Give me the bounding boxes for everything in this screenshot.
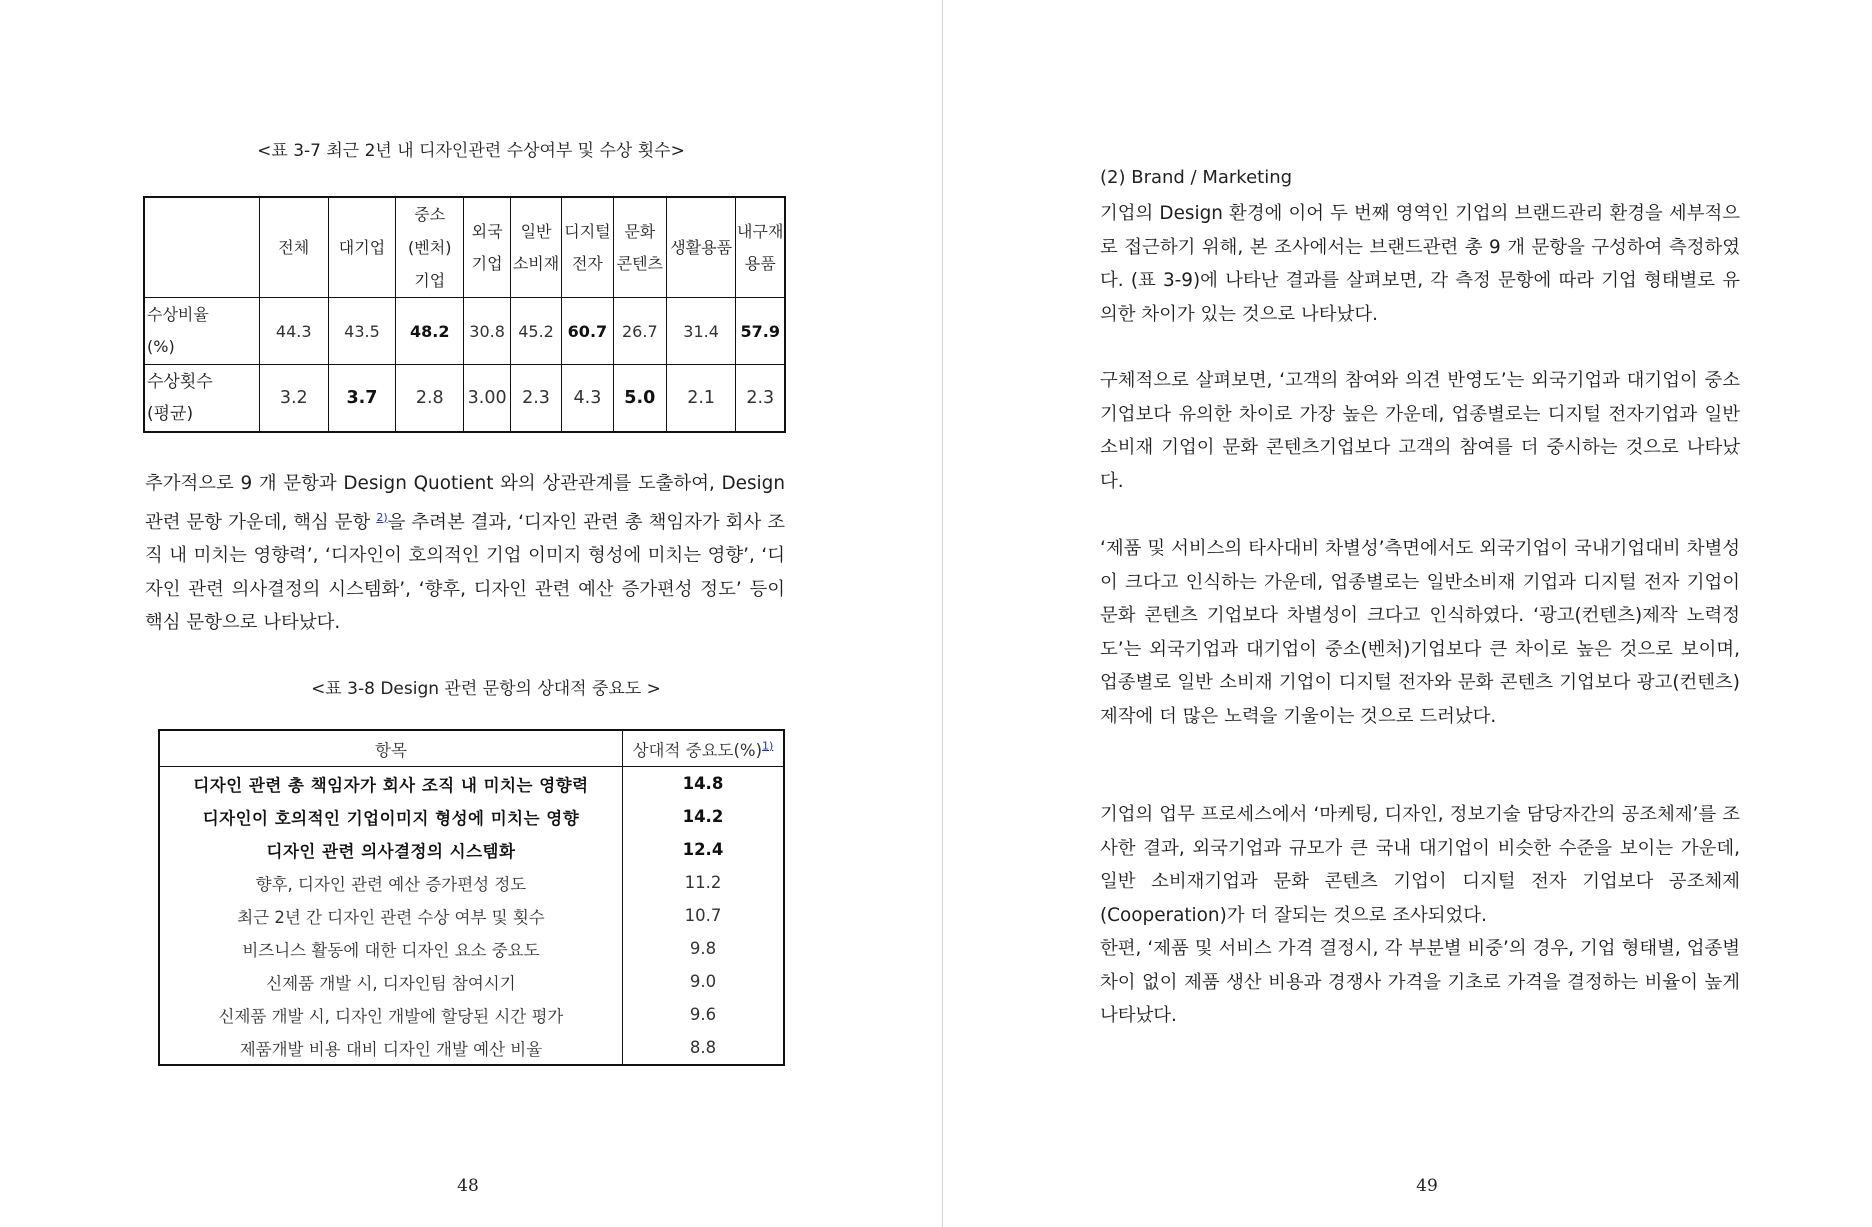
table-3-7-row bbox=[144, 298, 785, 365]
table-3-7-col-header: 문화 콘텐츠 bbox=[613, 197, 666, 298]
table-3-8 bbox=[158, 729, 785, 1066]
cell: 43.5 bbox=[328, 298, 396, 365]
table-3-7-col-header: 디지털 전자 bbox=[561, 197, 613, 298]
cell: 31.4 bbox=[666, 298, 736, 365]
row-value: 8.8 bbox=[689, 1038, 717, 1057]
cell: 44.3 bbox=[259, 298, 328, 365]
table-3-8-header-value bbox=[622, 730, 784, 767]
table-3-8-caption: <표 3-8 Design 관련 문항의 상대적 중요도 > bbox=[311, 679, 661, 699]
table-3-7 bbox=[143, 196, 786, 433]
right-paragraph-2: 구체적으로 살펴보면, ‘고객의 참여와 의견 반영도’는 외국기업과 대기업이 중소기업보다 유의한 차이로 가장 높은 가운데, 업종별로는 디지털 전자기업과 일반소비재 기업이 문화 콘텐츠기업보다 고객의 참여를 더 중시하는 것으로 나타났다. bbox=[1100, 370, 1740, 492]
cell: 57.9 bbox=[736, 298, 785, 365]
row-value: 9.8 bbox=[689, 939, 717, 958]
table-row bbox=[159, 767, 784, 801]
table-3-8-header-item: 항목 bbox=[159, 730, 622, 767]
paragraph-text: 을 추려본 결과, ‘디자인 관련 총 책임자가 회사 조직 내 미치는 영향력’, ‘디자인이 호의적인 기업 이미지 형성에 미치는 영향’, ‘디자인 관련 의사결정의 시스템화’, ‘향후, 디자인 관련 예산 증가편성 정도’ 등이 핵심 문항으로 나타났다. bbox=[145, 511, 785, 634]
page-divider bbox=[942, 0, 943, 1227]
section-heading: (2) Brand / Marketing bbox=[1100, 167, 1293, 188]
cell: 30.8 bbox=[464, 298, 511, 365]
row-label: 수상횟수 (평균) bbox=[144, 365, 259, 432]
row-item: 비즈니스 활동에 대한 디자인 요소 중요도 bbox=[159, 932, 622, 965]
table-row bbox=[159, 800, 784, 833]
table-row bbox=[159, 998, 784, 1031]
cell: 26.7 bbox=[613, 298, 666, 365]
cell: 60.7 bbox=[561, 298, 613, 365]
row-value: 9.6 bbox=[689, 1005, 717, 1024]
table-3-7-col-header: 내구재 용품 bbox=[736, 197, 785, 298]
table-3-7-col-header: 외국 기업 bbox=[464, 197, 511, 298]
page-number-left: 48 bbox=[457, 1176, 479, 1196]
cell: 2.8 bbox=[396, 365, 464, 432]
footnote-link[interactable]: 2) bbox=[376, 510, 388, 524]
row-value: 9.0 bbox=[689, 972, 717, 991]
row-item: 향후, 디자인 관련 예산 증가편성 정도 bbox=[159, 866, 622, 899]
cell: 45.2 bbox=[511, 298, 562, 365]
table-row bbox=[159, 932, 784, 965]
cell: 3.2 bbox=[259, 365, 328, 432]
cell: 3.00 bbox=[464, 365, 511, 432]
cell: 3.7 bbox=[328, 365, 396, 432]
row-value: 12.4 bbox=[682, 840, 724, 859]
row-item: 신제품 개발 시, 디자인 개발에 할당된 시간 평가 bbox=[159, 998, 622, 1031]
row-item: 신제품 개발 시, 디자인팀 참여시기 bbox=[159, 965, 622, 998]
table-row bbox=[159, 965, 784, 998]
row-value: 11.2 bbox=[684, 873, 722, 892]
table-3-7-col-header: 전체 bbox=[259, 197, 328, 298]
header-value-text: 상대적 중요도(%) bbox=[632, 740, 763, 760]
cell: 48.2 bbox=[396, 298, 464, 365]
table-3-7-caption: <표 3-7 최근 2년 내 디자인관련 수상여부 및 수상 횟수> bbox=[257, 141, 685, 161]
table-3-7-col-header: 일반 소비재 bbox=[511, 197, 562, 298]
left-body-paragraph bbox=[145, 467, 785, 640]
cell: 2.3 bbox=[736, 365, 785, 432]
cell: 2.1 bbox=[666, 365, 736, 432]
table-row bbox=[159, 833, 784, 866]
row-item: 디자인 관련 총 책임자가 회사 조직 내 미치는 영향력 bbox=[159, 767, 622, 801]
right-paragraph-4: 기업의 업무 프로세스에서 ‘마케팅, 디자인, 정보기술 담당자간의 공조체제’를 조사한 결과, 외국기업과 규모가 큰 국내 대기업이 비슷한 수준을 보이는 가운데, 일반 소비재기업과 문화 콘텐츠 기업이 디지털 전자 기업보다 공조체제(Cooperation)가 더 잘되는 것으로 조사되었다. bbox=[1100, 804, 1740, 926]
table-row bbox=[159, 899, 784, 932]
table-3-7-col-header: 생활용품 bbox=[666, 197, 736, 298]
right-paragraph-5: 한편, ‘제품 및 서비스 가격 결정시, 각 부분별 비중’의 경우, 기업 형태별, 업종별 차이 없이 제품 생산 비용과 경쟁사 가격을 기초로 가격을 결정하는 비율이 높게 나타났다. bbox=[1100, 938, 1740, 1026]
row-label: 수상비율 (%) bbox=[144, 298, 259, 365]
table-3-7-row bbox=[144, 365, 785, 432]
row-value: 14.8 bbox=[682, 774, 724, 793]
row-value: 14.2 bbox=[682, 807, 724, 826]
table-3-7-col-header: 중소 (벤처) 기업 bbox=[396, 197, 464, 298]
cell: 2.3 bbox=[511, 365, 562, 432]
table-row bbox=[159, 1031, 784, 1065]
cell: 4.3 bbox=[561, 365, 613, 432]
row-item: 디자인 관련 의사결정의 시스템화 bbox=[159, 833, 622, 866]
footnote-link[interactable]: 1) bbox=[762, 739, 774, 752]
row-item: 디자인이 호의적인 기업이미지 형성에 미치는 영향 bbox=[159, 800, 622, 833]
row-item: 최근 2년 간 디자인 관련 수상 여부 및 횟수 bbox=[159, 899, 622, 932]
row-value: 10.7 bbox=[684, 906, 722, 925]
table-row bbox=[159, 866, 784, 899]
right-paragraph-1: 기업의 Design 환경에 이어 두 번째 영역인 기업의 브랜드관리 환경을 세부적으로 접근하기 위해, 본 조사에서는 브랜드관련 총 9 개 문항을 구성하여 측정하였다. (표 3-9)에 나타난 결과를 살펴보면, 각 측정 문항에 따라 기업 형태별로 유의한 차이가 있는 것으로 나타났다. bbox=[1100, 203, 1740, 325]
page-number-right: 49 bbox=[1416, 1176, 1438, 1196]
right-paragraph-3: ‘제품 및 서비스의 타사대비 차별성’측면에서도 외국기업이 국내기업대비 차별성이 크다고 인식하는 가운데, 업종별로는 일반소비재 기업과 디지털 전자 기업이 문화 콘텐츠 기업보다 차별성이 크다고 인식하였다. ‘광고(컨텐츠)제작 노력정도’는 외국기업과 대기업이 중소(벤처)기업보다 큰 차이로 높은 것으로 보이며, 업종별로 일반 소비재 기업이 디지털 전자와 문화 콘텐츠 기업보다 광고(컨텐츠)제작에 더 많은 노력을 기울이는 것으로 드러났다. bbox=[1100, 538, 1740, 727]
table-3-7-col-header: 대기업 bbox=[328, 197, 396, 298]
table-3-7-corner bbox=[144, 197, 259, 298]
paragraph-text: 추가적으로 9 개 문항과 Design Quotient 와의 상관관계를 도출하여, Design 관련 문항 가운데, 핵심 문항 bbox=[145, 473, 785, 533]
row-item: 제품개발 비용 대비 디자인 개발 예산 비율 bbox=[159, 1031, 622, 1065]
cell: 5.0 bbox=[613, 365, 666, 432]
